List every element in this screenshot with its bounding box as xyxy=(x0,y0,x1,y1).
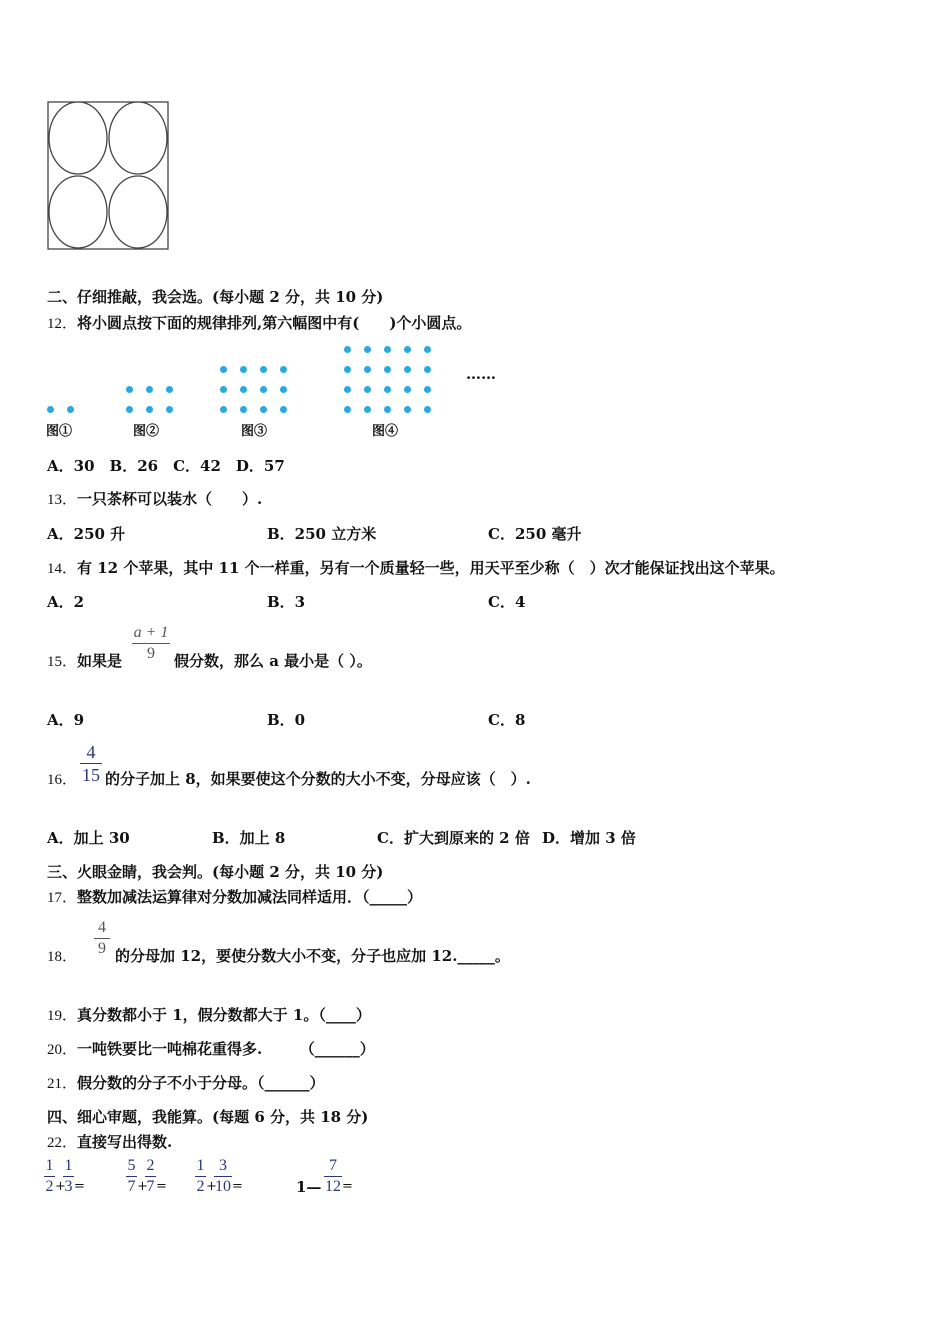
question-19 xyxy=(47,1004,371,1025)
dot xyxy=(364,406,371,413)
dot xyxy=(404,366,411,373)
dot xyxy=(404,346,411,353)
question-number: 19． xyxy=(47,1008,78,1024)
question-14 xyxy=(47,557,785,578)
figure-label: 图③ xyxy=(241,424,268,439)
dot xyxy=(220,366,227,373)
dot xyxy=(364,386,371,393)
expression-lead: 1— xyxy=(296,1178,322,1196)
dot xyxy=(240,406,247,413)
fraction-bar xyxy=(132,643,170,644)
circles-in-rectangle-figure xyxy=(44,98,174,253)
dot xyxy=(240,386,247,393)
fraction-bar xyxy=(63,1176,74,1177)
question-text: 一只茶杯可以装水（ ）. xyxy=(77,490,263,508)
question-20 xyxy=(47,1038,375,1059)
q12-options: A．30 B．26 C．42 D．57 xyxy=(47,457,285,475)
plus-sign: + xyxy=(137,1179,148,1194)
fraction xyxy=(214,1158,232,1195)
question-number: 16． xyxy=(47,772,78,788)
question-16-number xyxy=(47,768,77,789)
question-number: 20． xyxy=(47,1042,78,1058)
q16-option-b: B．加上 8 xyxy=(212,829,286,847)
dot xyxy=(166,386,173,393)
dot xyxy=(220,406,227,413)
question-number: 17． xyxy=(47,890,78,906)
q16-option-c: C．扩大到原来的 2 倍 xyxy=(377,829,530,847)
question-text: 直接写出得数. xyxy=(77,1133,173,1151)
question-12 xyxy=(47,312,471,333)
figure-label: 图① xyxy=(46,424,73,439)
dot xyxy=(126,406,133,413)
question-text-post: 假分数，那么 a 最小是（ ）。 xyxy=(174,652,372,670)
section-2-title: 二、仔细推敲，我会选。(每小题 2 分，共 10 分) xyxy=(47,288,384,306)
fraction-numerator: 7 xyxy=(329,1157,337,1174)
dot xyxy=(47,406,54,413)
fraction-bar xyxy=(324,1176,342,1177)
q14-option-a: A．2 xyxy=(47,593,85,611)
question-number: 18． xyxy=(47,949,78,965)
dot xyxy=(384,346,391,353)
dot xyxy=(364,366,371,373)
fraction-numerator: 4 xyxy=(86,742,96,762)
question-17 xyxy=(47,886,422,907)
q13-option-c: C．250 毫升 xyxy=(488,525,582,543)
dot xyxy=(280,406,287,413)
fraction-denominator: 9 xyxy=(147,645,155,662)
dot xyxy=(280,366,287,373)
fraction-numerator: 3 xyxy=(219,1157,227,1174)
question-text: 假分数的分子不小于分母。（______） xyxy=(77,1074,325,1092)
fraction xyxy=(195,1158,206,1195)
dot xyxy=(404,406,411,413)
fraction-bar xyxy=(195,1176,206,1177)
fraction xyxy=(44,1158,55,1195)
plus-sign: + xyxy=(206,1179,217,1194)
dot xyxy=(166,406,173,413)
question-number: 21． xyxy=(47,1076,78,1092)
fraction-bar xyxy=(80,763,102,764)
question-number: 15． xyxy=(47,654,78,670)
fraction-denominator: 7 xyxy=(146,1178,155,1195)
equals-sign: = xyxy=(74,1179,85,1194)
fraction-denominator: 9 xyxy=(98,940,106,957)
equals-sign: = xyxy=(232,1179,243,1194)
q13-option-a: A．250 升 xyxy=(47,525,126,543)
dot xyxy=(260,406,267,413)
dot xyxy=(220,386,227,393)
fraction-bar xyxy=(145,1176,156,1177)
fraction-4-over-9 xyxy=(94,920,110,957)
q13-option-b: B．250 立方米 xyxy=(267,525,377,543)
question-13 xyxy=(47,488,262,509)
fraction-bar xyxy=(44,1176,55,1177)
fraction-numerator: 4 xyxy=(98,919,106,936)
dot xyxy=(344,366,351,373)
dot xyxy=(344,406,351,413)
dot xyxy=(424,346,431,353)
q14-option-c: C．4 xyxy=(488,593,526,611)
fraction-numerator: 5 xyxy=(127,1157,136,1174)
fraction-denominator: 2 xyxy=(196,1178,205,1195)
fraction xyxy=(145,1158,156,1195)
fraction-denominator: 15 xyxy=(82,765,100,785)
dot xyxy=(384,366,391,373)
equals-sign: = xyxy=(156,1179,167,1194)
fraction-denominator: 7 xyxy=(127,1178,136,1195)
section-3-title: 三、火眼金睛，我会判。(每小题 2 分，共 10 分) xyxy=(47,863,384,881)
question-18-number xyxy=(47,945,77,966)
question-text: 的分母加 12，要使分数大小不变，分子也应加 12._____。 xyxy=(115,947,510,965)
figure-label: 图④ xyxy=(372,424,399,439)
dot xyxy=(344,346,351,353)
question-number: 22． xyxy=(47,1135,78,1151)
fraction xyxy=(63,1158,74,1195)
question-text: 将小圆点按下面的规律排列,第六幅图中有( )个小圆点。 xyxy=(77,314,472,332)
dot xyxy=(344,386,351,393)
question-number: 14． xyxy=(47,561,78,577)
section-4-title: 四、细心审题，我能算。(每题 6 分，共 18 分) xyxy=(47,1108,369,1126)
fraction xyxy=(324,1158,342,1195)
fraction-bar xyxy=(126,1176,137,1177)
figure-label: 图② xyxy=(133,424,160,439)
dot xyxy=(364,346,371,353)
dot xyxy=(424,406,431,413)
question-number: 13． xyxy=(47,492,78,508)
question-text: 一吨铁要比一吨棉花重得多. （______） xyxy=(77,1040,375,1058)
q16-option-a: A．加上 30 xyxy=(47,829,130,847)
dot xyxy=(240,366,247,373)
question-22 xyxy=(47,1131,172,1152)
fraction-numerator: 1 xyxy=(196,1157,205,1174)
dot xyxy=(424,366,431,373)
dot xyxy=(404,386,411,393)
question-21 xyxy=(47,1072,325,1093)
dot xyxy=(424,386,431,393)
fraction-bar xyxy=(94,938,110,939)
dot xyxy=(280,386,287,393)
fraction-denominator: 10 xyxy=(215,1178,231,1195)
fraction-denominator: 12 xyxy=(325,1178,341,1195)
ellipsis: …… xyxy=(466,365,496,383)
fraction-numerator: a + 1 xyxy=(133,624,169,641)
question-text-pre: 如果是 xyxy=(77,652,123,670)
fraction-denominator: 3 xyxy=(64,1178,73,1195)
dot xyxy=(126,386,133,393)
fraction-a-plus-1-over-9 xyxy=(132,625,170,662)
fraction-4-over-15 xyxy=(80,743,102,784)
question-text: 的分子加上 8，如果要使这个分数的大小不变，分母应该（ ）. xyxy=(105,770,531,788)
dot xyxy=(260,366,267,373)
fraction xyxy=(126,1158,137,1195)
fraction-denominator: 2 xyxy=(45,1178,54,1195)
question-number: 12． xyxy=(47,316,78,332)
equals-sign: = xyxy=(342,1179,353,1194)
dot xyxy=(384,386,391,393)
q14-option-b: B．3 xyxy=(267,593,306,611)
q16-option-d: D．增加 3 倍 xyxy=(542,829,636,847)
q15-option-b: B．0 xyxy=(267,711,306,729)
question-text: 整数加减法运算律对分数加减法同样适用．（_____） xyxy=(77,888,423,906)
q15-option-a: A．9 xyxy=(47,711,85,729)
plus-sign: + xyxy=(55,1179,66,1194)
question-15 xyxy=(47,650,122,671)
question-text: 真分数都小于 1，假分数都大于 1。（____） xyxy=(77,1006,371,1024)
dot xyxy=(384,406,391,413)
fraction-numerator: 1 xyxy=(64,1157,73,1174)
dot xyxy=(67,406,74,413)
fraction-numerator: 2 xyxy=(146,1157,155,1174)
dot xyxy=(146,386,153,393)
fraction-bar xyxy=(214,1176,232,1177)
fraction-numerator: 1 xyxy=(45,1157,54,1174)
q15-option-c: C．8 xyxy=(488,711,526,729)
dot xyxy=(146,406,153,413)
dot xyxy=(260,386,267,393)
question-text: 有 12 个苹果，其中 11 个一样重，另有一个质量轻一些，用天平至少称（ ）次才能保证找出这个苹果。 xyxy=(77,559,785,577)
